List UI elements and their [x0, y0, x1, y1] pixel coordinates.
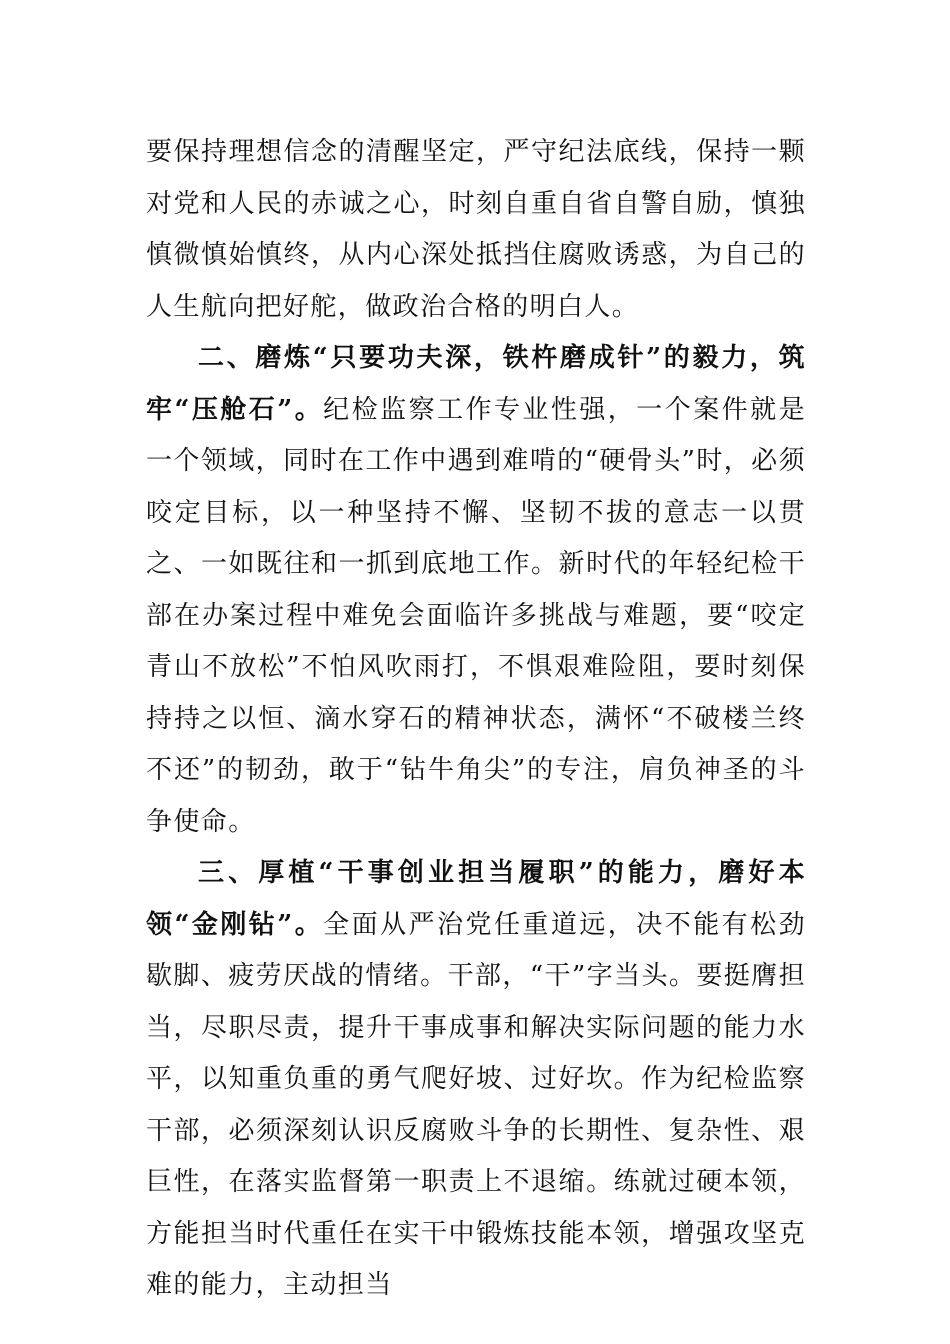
paragraph-text: 全面从严治党任重道远，决不能有松劲歇脚、疲劳厌战的情绪。干部，“干”字当头。要挺膺担当，尽职尽责，提升干事成事和解决实际问题的能力水平，以知重负重的勇气爬好坡、过好坎。作为纪检监察干部，必须深刻认识反腐败斗争的长期性、复杂性、艰巨性，在落实监督第一职责上不退缩。练就过硬本领，方能担当时代重任在实干中锻炼技能本领，增强攻坚克难的能力，主动担当	[146, 909, 806, 1300]
paragraph-section-two	[146, 333, 806, 848]
paragraph-section-three	[146, 848, 806, 1312]
paragraph-text: 纪检监察工作专业性强，一个案件就是一个领域，同时在工作中遇到难啃的“硬骨头”时，必须咬定目标，以一种坚持不懈、坚韧不拔的意志一以贯之、一如既往和一抓到底地工作。新时代的年轻纪检干部在办案过程中难免会面临许多挑战与难题，要“咬定青山不放松”不怕风吹雨打，不惧艰难险阻，要时刻保持持之以恒、滴水穿石的精神状态，满怀“不破楼兰终不还”的韧劲，敢于“钻牛角尖”的专注，肩负神圣的斗争使命。	[146, 394, 806, 837]
section-heading-two: 二、磨炼“只要功夫深，铁杵磨成针”的毅力，筑牢“压舱石”。	[146, 343, 806, 425]
document-body	[146, 127, 806, 1312]
paragraph-continuation	[146, 127, 806, 333]
paragraph-text: 要保持理想信念的清醒坚定，严守纪法底线，保持一颗对党和人民的赤诚之心，时刻自重自省自警自励，慎独慎微慎始慎终，从内心深处抵挡住腐败诱惑，为自己的人生航向把好舵，做政治合格的明白人。	[146, 137, 806, 322]
section-heading-three: 三、厚植“干事创业担当履职”的能力，磨好本领“金刚钻”。	[146, 858, 806, 940]
